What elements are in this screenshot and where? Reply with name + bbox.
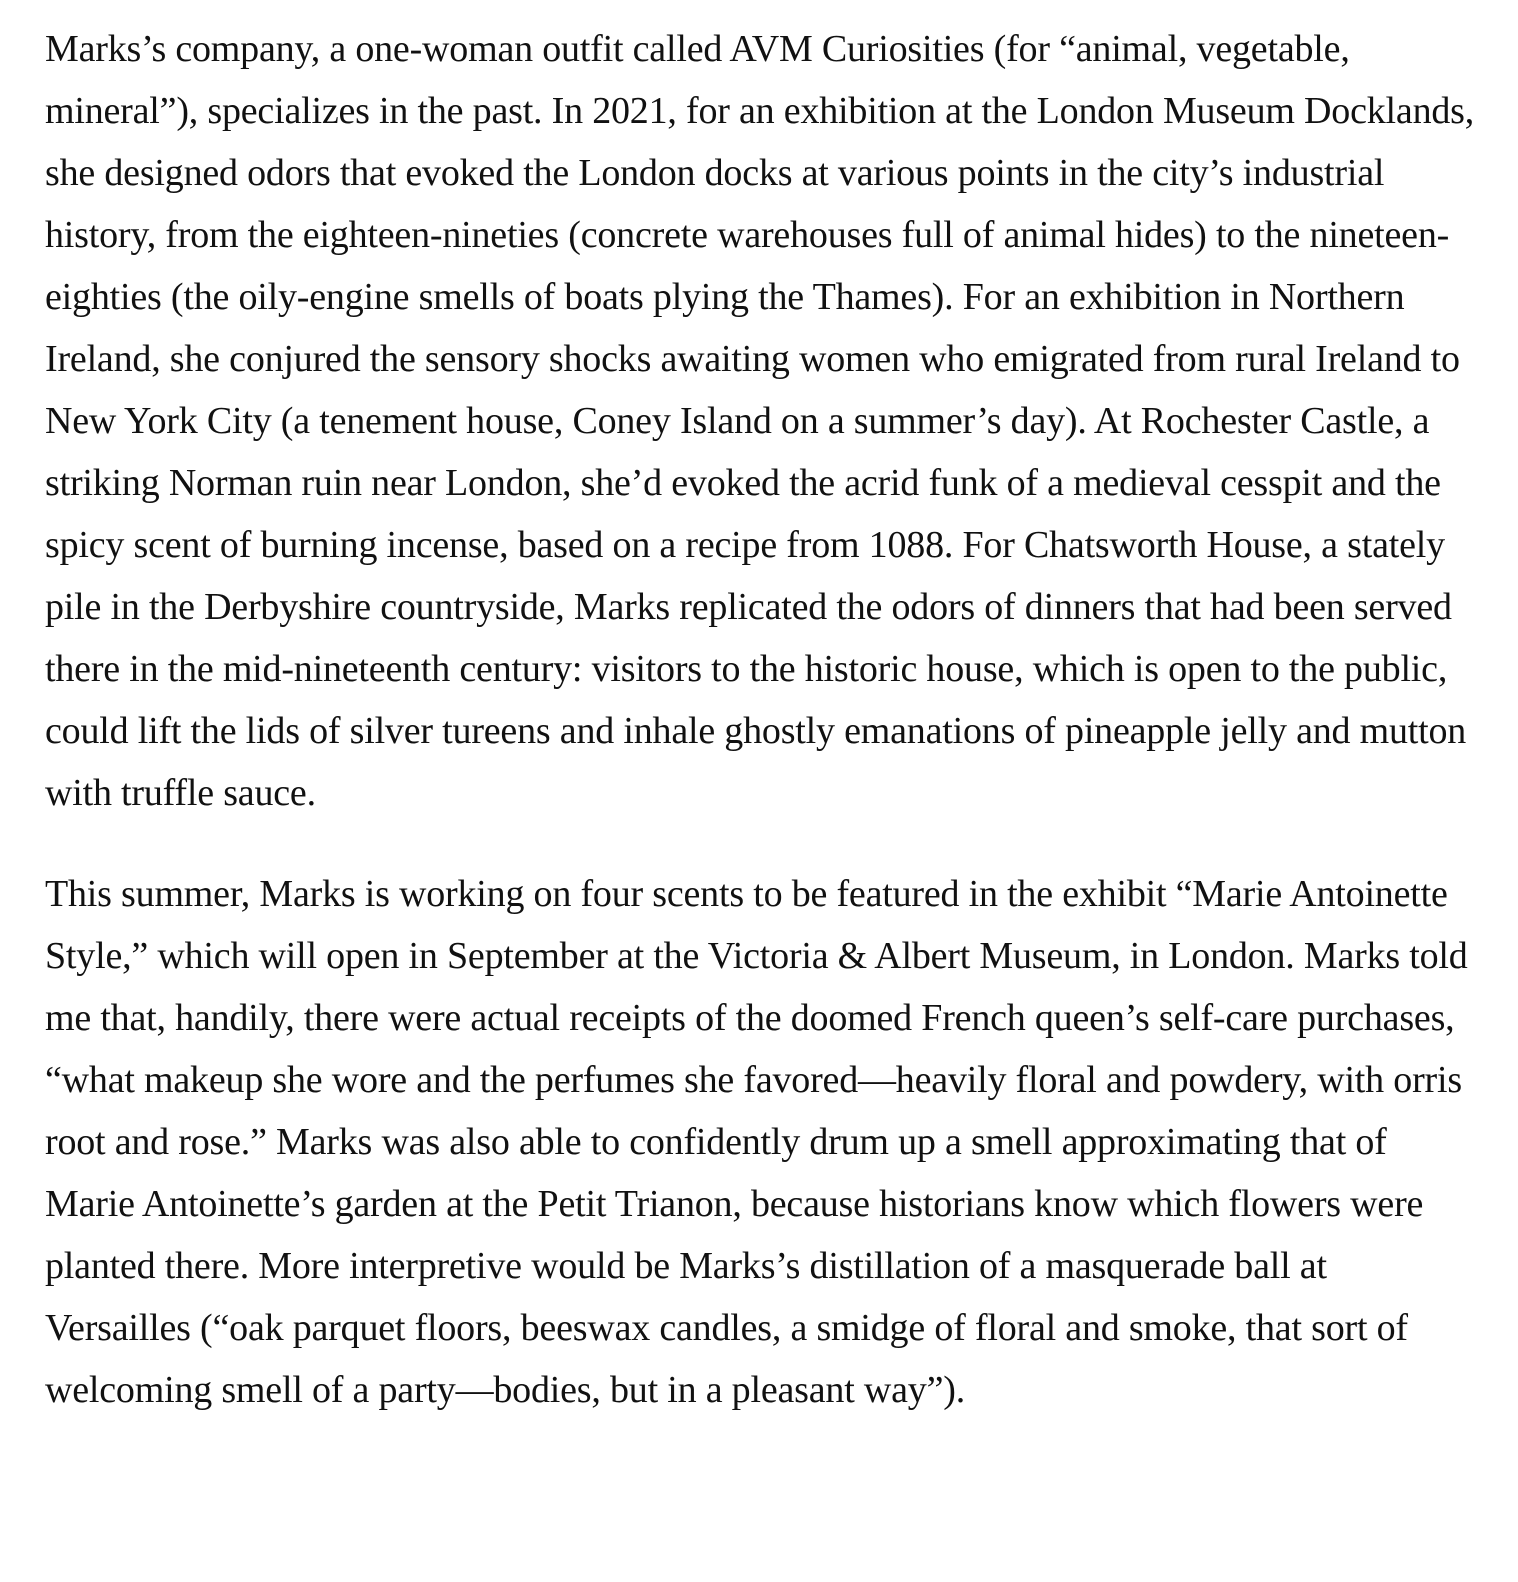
article-paragraph: Marks’s company, a one-woman outfit called AVM Curiosities (for “animal, vegetable, mineral”), specializes in the past. In 2021, for an exhibition at the London Museum Docklands, she designed odors that evoked the London docks at various points in the city’s industrial history, from the eighteen-nineties (concrete warehouses full of animal hides) to the nineteen-eighties (the oily-engine smells of boats plying the Thames). For an exhibition in Northern Ireland, she conjured the sensory shocks awaiting women who emigrated from rural Ireland to New York City (a tenement house, Coney Island on a summer’s day). At Rochester Castle, a striking Norman ruin near London, she’d evoked the acrid funk of a medieval cesspit and the spicy scent of burning incense, based on a recipe from 1088. For Chatsworth House, a stately pile in the Derbyshire countryside, Marks replicated the odors of dinners that had been served there in the mid-nineteenth century: visitors to the historic house, which is open to the public, could lift the lids of silver tureens and inhale ghostly emanations of pineapple jelly and mutton with truffle sauce. <box>45 28 1475 814</box>
article-paragraph: This summer, Marks is working on four scents to be featured in the exhibit “Marie Antoinette Style,” which will open in September at the Victoria & Albert Museum, in London. Marks told me that, handily, there were actual receipts of the doomed French queen’s self-care purchases, “what makeup she wore and the perfumes she favored—heavily floral and powdery, with orris root and rose.” Marks was also able to confidently drum up a smell approximating that of Marie Antoinette’s garden at the Petit Trianon, because historians know which flowers were planted there. More interpretive would be Marks’s distillation of a masquerade ball at Versailles (“oak parquet floors, beeswax candles, a smidge of floral and smoke, that sort of welcoming smell of a party—bodies, but in a pleasant way”). <box>45 873 1468 1411</box>
article-body <box>45 18 1477 1421</box>
